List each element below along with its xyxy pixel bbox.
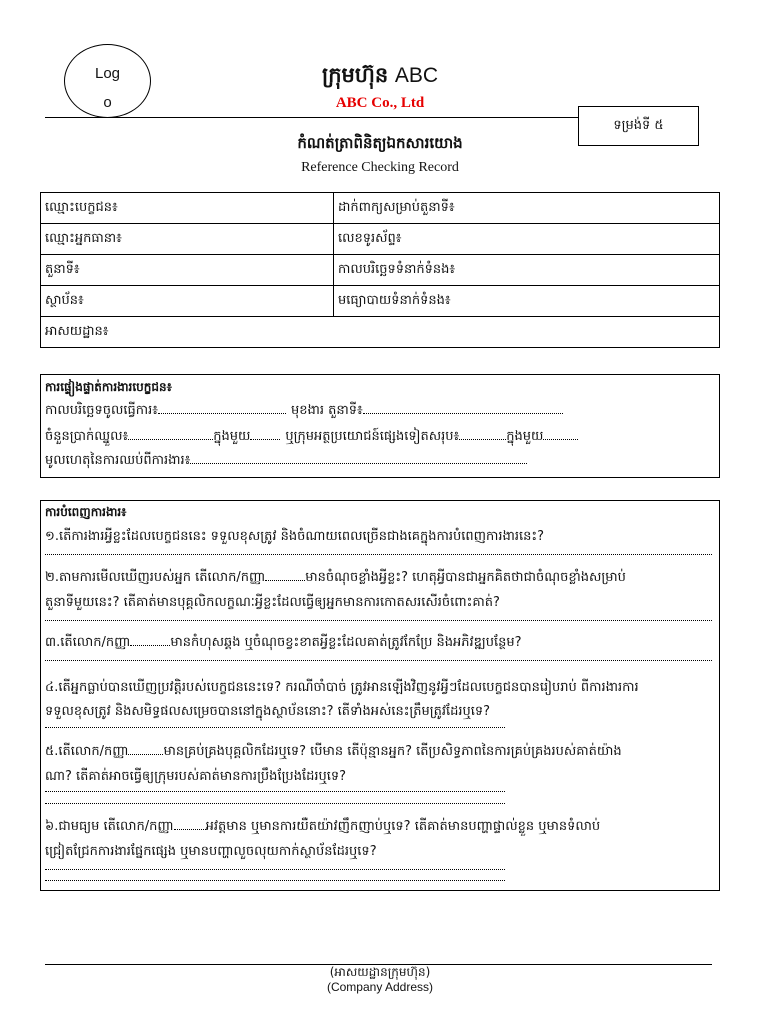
table-row [41,224,719,255]
referee-position-label: តួនាទី៖ [41,255,334,285]
question-2-text: មានចំណុចខ្លាំងអ្វីខ្លះ? ហេតុអ្វីបានជាអ្នកគិតថាជាចំណុចខ្លាំងសម្រាប់ [305,570,626,585]
question-1: ១.តើការងារអ្វីខ្លះដែលបេក្ខជននេះ ទទួលខុសត្រូវ និងចំណាយពេលច្រើនជាងគេក្នុងការបំពេញការងារនេះ? [45,529,544,544]
table-row [41,255,719,286]
leaving-reason-label: មូលហេតុនៃការឈប់ពីការងារ៖ [45,453,191,468]
question-2-line-2: តួនាទីមួយនេះ? តើគាត់មានបុគ្គលិកលក្ខណៈអ្វីខ្លះដែលធ្វើឲ្យអ្នកមានការកោតសរសើរចំពោះគាត់? [45,595,500,610]
job-position-blank [363,413,563,414]
question-2-text: ២.តាមការមើលឃើញរបស់អ្នក តើលោក/កញ្ញា [45,570,266,585]
question-4-line-2: ទទួលខុសត្រូវ និងសមិទ្ធផលសម្រេចបាននៅក្នុងស្ថាប័ននោះ? តើទាំងអស់នេះត្រឹមត្រូវដែរឬទេ? [45,704,491,719]
question-5-text: មានគ្រប់គ្រងបុគ្គលិកដែរឬទេ? បើមាន តើប៉ុន្មានអ្នក? តើប្រសិទ្ធភាពនៃការគ្រប់គ្រងរបស់គាត់យ៉ាង [163,744,622,759]
question-3-text: ៣.តើលោក/កញ្ញា [45,635,131,650]
question-6-line-2: ជ្រៀតជ្រែកការងារផ្នែកផ្សេង ឬមានបញ្ហាលួចលុយកាក់ស្ថាប័នដែរឬទេ? [45,844,377,859]
answer-line [45,869,505,870]
company-name-khmer: ក្រុមហ៊ុន [321,63,389,87]
company-address-khmer: (អាសយដ្ឋានក្រុមហ៊ុន) [329,965,431,979]
document-title-khmer: កំណត់ត្រាពិនិត្យឯកសារយោង [297,134,463,152]
phone-number-label: លេខទូរស័ព្ទ៖ [338,231,402,246]
question-5-line-2: ណា? តើគាត់អាចធ្វើឲ្យក្រុមរបស់គាត់មានការប្រឹងប្រែងដែរឬទេ? [45,769,346,784]
answer-line [45,554,712,555]
section-heading: ការផ្ទៀងផ្ទាត់ការងារបេក្ខជន៖ [45,380,172,394]
table-row [41,193,719,224]
salary-blank [128,439,213,440]
benefits-per-label: ក្នុងមួយ [506,429,544,444]
work-performance-section [40,500,720,891]
company-name-latin: ABC [394,64,439,87]
benefits-period-blank [543,439,578,440]
company-address-english: (Company Address) [326,980,434,994]
benefits-blank [459,439,506,440]
question-5-line-1 [45,742,715,762]
logo-placeholder [64,44,151,118]
leaving-reason-blank [190,463,527,464]
question-6-text: អវត្តមាន ឬមានការយឺតយ៉ាវញឹកញាប់ឬទេ? តើគាត់មានបញ្ហាផ្ទាល់ខ្លួន ឬមានទំលាប់ [205,819,601,834]
logo-text: Logo [94,64,121,111]
question-2-line-1 [45,568,715,588]
answer-line [45,880,505,881]
question-6-text: ៦.ជាមធ្យម តើលោក/កញ្ញា [45,819,174,834]
salary-period-blank [250,439,280,440]
leaving-reason-line [45,451,715,471]
section-heading: ការបំពេញការងារ៖ [45,505,127,519]
question-5-text: ៥.តើលោក/កញ្ញា [45,744,129,759]
contact-method-label: មធ្យោបាយទំនាក់ទំនង៖ [338,293,451,308]
job-position-label: មុខងារ តួនាទី៖ [291,403,363,418]
salary-line [45,427,715,447]
salary-label: ចំនួនប្រាក់ឈ្នួល៖ [45,429,129,444]
name-blank [265,580,305,581]
question-3-text: មានកំហុសឆ្គង ឬចំណុចខ្វះខាតអ្វីខ្លះដែលគាត់ត្រូវកែប្រែ និងអភិវឌ្ឍបន្ថែម? [170,635,522,650]
company-name [160,60,600,90]
start-date-blank [158,413,286,414]
candidate-name-label: ឈ្មោះបេក្ខជន៖ [41,193,334,223]
applied-position-label: ដាក់ពាក្យសម្រាប់តួនាទី៖ [338,200,455,215]
question-6-line-1 [45,817,715,837]
name-blank [128,754,163,755]
question-4-line-1: ៤.តើអ្នកធ្លាប់បានឃើញប្រវត្តិរបស់បេក្ខជននេះទេ? ករណីចាំបាច់ ត្រូវអានឡើងវិញនូវអ្វីៗដែលបេក្ខជនបានរៀបរាប់ ពីការងារការ [45,680,639,695]
name-blank [130,645,170,646]
answer-line [45,620,712,621]
referee-name-label: ឈ្មោះអ្នកធានា៖ [41,224,334,254]
answer-line [45,660,712,661]
start-date-label: កាលបរិច្ឆេទចូលធ្វើការ៖ [45,403,158,418]
header-divider [45,117,578,118]
answer-line [45,727,505,728]
document-title-english: Reference Checking Record [301,160,459,175]
organization-label: ស្ថាប័ន៖ [41,286,334,316]
company-name-english: ABC Co., Ltd [335,95,425,111]
employment-verification-section [40,374,720,478]
answer-line [45,803,505,804]
table-row [41,286,719,317]
benefits-label: ឬក្រុមអត្ថប្រយោជន៍ផ្សេងទៀតសរុប៖ [285,429,460,444]
start-date-line [45,401,715,421]
candidate-info-table [40,192,720,348]
table-row [41,317,719,347]
contact-date-label: កាលបរិច្ឆេទទំនាក់ទំនង៖ [338,262,456,277]
form-number-label: ទម្រង់ទី ៥ [613,117,664,133]
salary-per-label: ក្នុងមួយ [213,429,251,444]
address-label: អាសយដ្ឋាន៖ [45,324,109,339]
name-blank [174,829,206,830]
answer-line [45,791,505,792]
question-3 [45,633,715,653]
